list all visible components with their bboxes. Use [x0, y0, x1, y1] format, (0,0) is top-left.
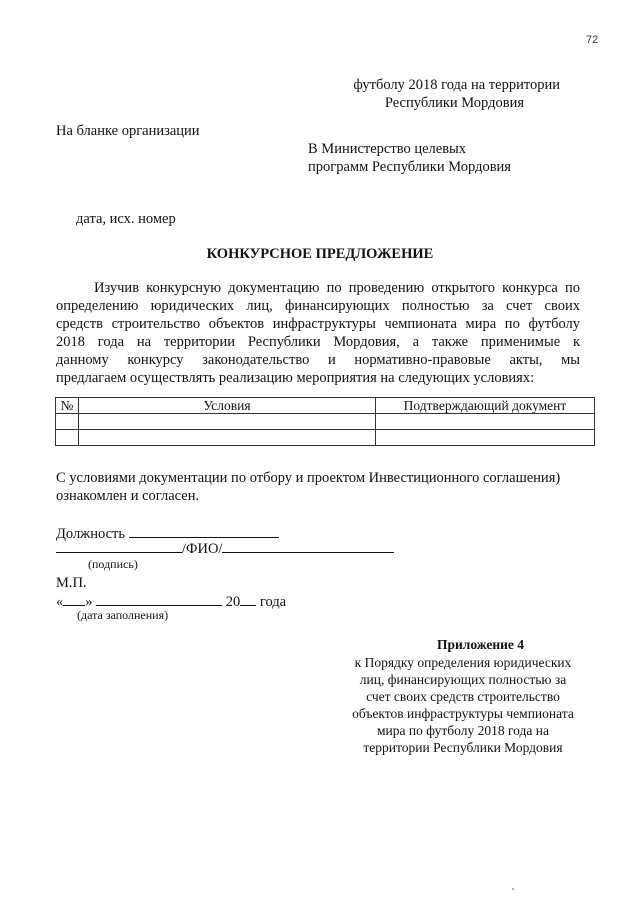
- stamp-label: М.П.: [56, 575, 87, 591]
- body-line-3: средств строительство объектов инфраструктуры чемпионата мира по футболу: [56, 316, 580, 332]
- scan-speck: [512, 888, 514, 890]
- agreement-line-2: ознакомлен и согласен.: [56, 488, 200, 504]
- table-header-row: [56, 398, 595, 414]
- table-row: [56, 414, 595, 430]
- body-line-6: предлагаем осуществлять реализацию мероприятия на следующих условиях:: [56, 370, 535, 386]
- fio-blank: [222, 539, 394, 553]
- year-label: 20: [225, 594, 241, 610]
- header-continuation-line-1: футболу 2018 года на территории: [353, 77, 560, 93]
- appendix-line: к Порядку определения юридических: [354, 655, 572, 670]
- appendix-line: территории Республики Мордовия: [363, 740, 563, 755]
- table-row: [56, 430, 595, 446]
- date-close-quote: »: [85, 594, 93, 610]
- letterhead-note: На бланке организации: [56, 123, 200, 139]
- body-line-4: 2018 года на территории Республики Мордовия, а также применимые к: [56, 334, 580, 350]
- appendix-text: [338, 654, 588, 756]
- table-cell: [376, 414, 595, 430]
- appendix-line: объектов инфраструктуры чемпионата: [352, 706, 574, 721]
- day-blank: [63, 592, 85, 606]
- page-number: 72: [586, 34, 599, 46]
- appendix-title: Приложение 4: [437, 637, 525, 652]
- header-continuation-line-2: Республики Мордовия: [384, 95, 524, 111]
- date-open-quote: «: [56, 594, 64, 610]
- table-cell: [56, 430, 79, 446]
- table-cell: [376, 430, 595, 446]
- agreement-line-1: С условиями документации по отбору и проектом Инвестиционного соглашения): [56, 470, 561, 486]
- addressee-line-2: программ Республики Мордовия: [308, 159, 511, 175]
- body-line-5: данному конкурсу законодательство и нормативно-правовые акты, мы: [56, 352, 580, 368]
- column-header-conditions: Условия: [79, 398, 376, 414]
- appendix-line: мира по футболу 2018 года на: [377, 723, 549, 738]
- month-blank: [96, 592, 222, 606]
- table-cell: [79, 430, 376, 446]
- table-cell: [79, 414, 376, 430]
- appendix-line: лиц, финансирующих полностью за: [359, 672, 567, 687]
- body-line-2: определению юридических лиц, финансирующих полностью за счет своих: [56, 298, 580, 314]
- year-suffix: года: [259, 594, 287, 610]
- fio-label: /ФИО/: [182, 541, 223, 557]
- signature-blank: [56, 539, 182, 553]
- appendix-line: счет своих средств строительство: [366, 689, 560, 704]
- signature-fio-row: [56, 539, 394, 558]
- date-caption: (дата заполнения): [77, 608, 169, 622]
- conditions-table: [55, 397, 595, 446]
- position-blank: [129, 524, 279, 538]
- year-blank: [240, 592, 256, 606]
- body-line-1: Изучив конкурсную документацию по проведению открытого конкурса по: [94, 280, 580, 296]
- table-cell: [56, 414, 79, 430]
- signature-caption: (подпись): [88, 557, 138, 571]
- column-header-number: №: [56, 398, 79, 414]
- document-title: КОНКУРСНОЕ ПРЕДЛОЖЕНИЕ: [206, 246, 434, 262]
- column-header-document: Подтверждающий документ: [376, 398, 595, 414]
- date-reference: дата, исх. номер: [76, 211, 176, 227]
- addressee-line-1: В Министерство целевых: [308, 141, 467, 157]
- position-label: Должность: [56, 526, 125, 542]
